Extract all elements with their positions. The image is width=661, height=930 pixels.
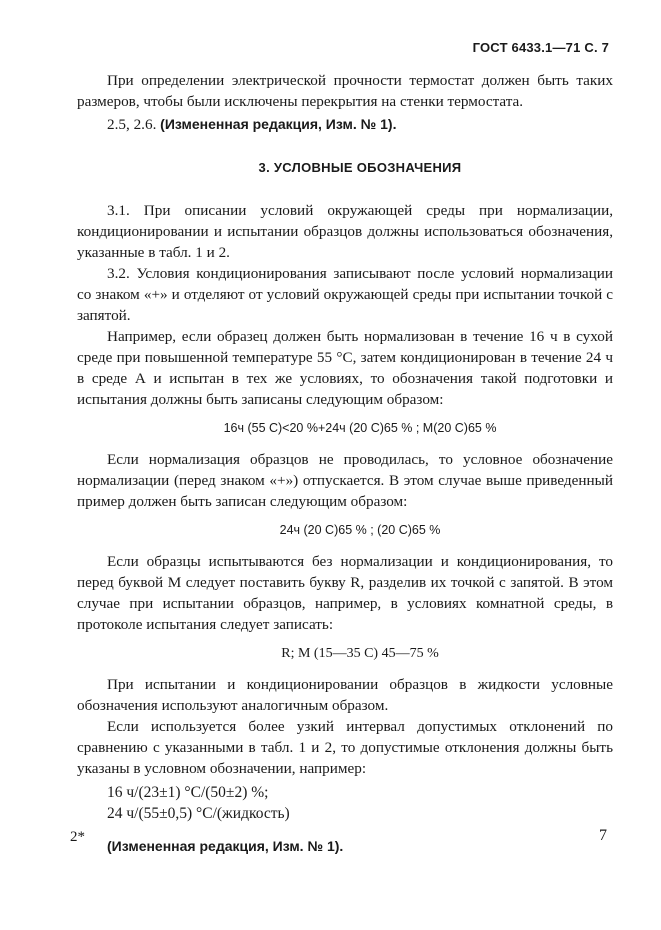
formula-without-normalization: 24ч (20 С)65 % ; (20 С)65 %	[279, 523, 441, 537]
paragraph-example: Например, если образец должен быть нормализован в течение 16 ч в сухой среде при повышенной температуре 55 °С, затем кондиционирован в течение 24 ч в среде А и испытан в тех же условиях, то обозначения такой подготовки и испытания должны быть записаны следующим образом:	[77, 328, 613, 408]
formula-full-notation: 16ч (55 С)<20 %+24ч (20 С)65 % ; М(20 С)65 %	[223, 421, 497, 435]
paragraph-narrow-tolerance: Если используется более узкий интервал допустимых отклонений по сравнению с указанными в табл. 1 и 2, то допустимые отклонения должны быть указаны в условном обозначении, например:	[77, 718, 613, 777]
paragraph-3-1: 3.1. При описании условий окружающей среды при нормализации, кондиционировании и испытании образцов должны использоваться обозначения, указанные в табл. 1 и 2.	[77, 202, 613, 261]
section-title: 3. УСЛОВНЫЕ ОБОЗНАЧЕНИЯ	[258, 160, 462, 175]
example-line-1: 16 ч/(23±1) °С/(50±2) %;	[107, 784, 269, 801]
paragraph-thermostat: При определении электрической прочности термостат должен быть таких размеров, чтобы были исключены перекрытия на стенки термостата.	[77, 72, 613, 110]
paragraph-amendment-2-5: 2.5, 2.6. (Измененная редакция, Изм. № 1).	[107, 116, 397, 133]
page-body	[77, 70, 613, 857]
signature-mark: 2*	[70, 829, 85, 845]
paragraph-no-normalization: Если нормализация образцов не проводилась, то условное обозначение нормализации (перед знаком «+») отпускается. В этом случае выше приведенный пример должен быть записан следующим образом:	[77, 451, 613, 510]
running-header: ГОСТ 6433.1—71 С. 7	[472, 40, 609, 55]
paragraph-liquid: При испытании и кондиционировании образцов в жидкости условные обозначения используют аналогичным образом.	[77, 676, 613, 714]
page-number: 7	[599, 827, 607, 844]
formula-room-conditions: R; М (15—35 С) 45—75 %	[281, 646, 439, 661]
paragraph-no-conditioning: Если образцы испытываются без нормализации и кондиционирования, то перед буквой М следует поставить букву R, разделив их точкой с запятой. В этом случае при испытании образцов, например, в условиях комнатной среды, в протоколе испытания следует записать:	[77, 553, 613, 633]
amendment-note-final: (Измененная редакция, Изм. № 1).	[107, 838, 344, 854]
amendment-note: (Измененная редакция, Изм. № 1).	[160, 116, 397, 132]
example-line-2: 24 ч/(55±0,5) °С/(жидкость)	[107, 805, 290, 822]
paragraph-3-2: 3.2. Условия кондиционирования записывают после условий нормализации со знаком «+» и отделяют от условий окружающей среды при испытании точкой с запятой.	[77, 265, 613, 324]
